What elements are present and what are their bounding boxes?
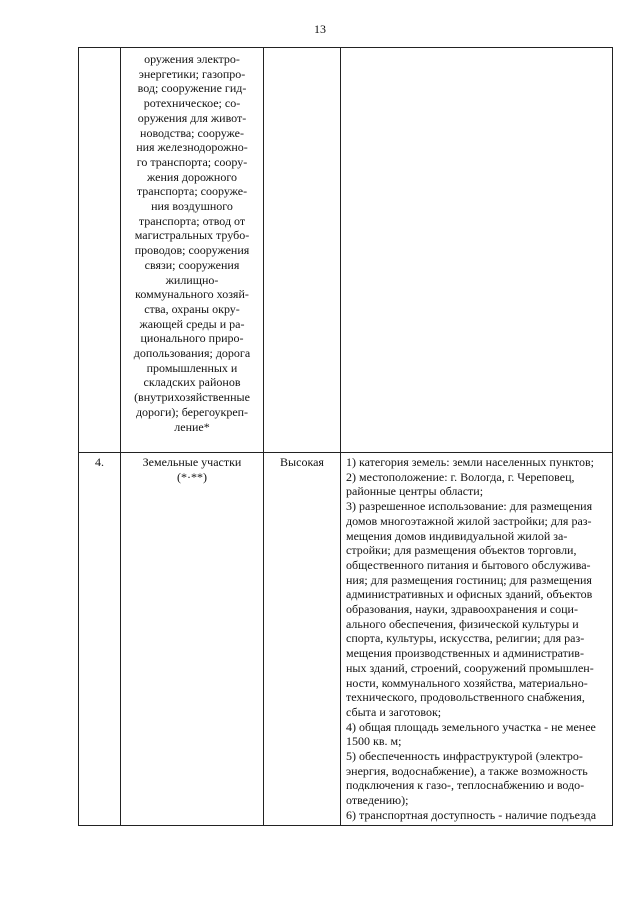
text-line: 5) обеспеченность инфраструктурой (электро-	[346, 749, 583, 764]
text-line: допользования; дорога	[133, 346, 251, 361]
text-line: жающей среды и ра-	[139, 316, 245, 331]
text-line: транспорта; отвод от	[138, 213, 246, 228]
level-cell	[264, 48, 341, 453]
text-line: энергия, водоснабжение), а также возможность	[346, 763, 588, 778]
text-line: ния воздушного	[151, 199, 233, 214]
text-line: проводов; сооружения	[134, 243, 250, 258]
description-cell	[341, 453, 613, 826]
text-line: 1500 кв. м;	[346, 734, 402, 749]
text-line: технического, продовольственного снабжения,	[346, 690, 585, 705]
text-line: связи; сооружения	[144, 257, 240, 272]
text-line: 4) общая площадь земельного участка - не менее	[346, 719, 596, 734]
table-row	[79, 453, 613, 826]
text-line: вод; сооружение гид-	[137, 81, 247, 96]
text-line: ния железнодорожно-	[136, 140, 248, 155]
text-line: сбыта и заготовок;	[346, 704, 442, 719]
text-line: (внутрихозяйственные	[134, 390, 250, 405]
number-cell: 4.	[79, 453, 121, 826]
description-cell	[341, 48, 613, 453]
text-line: оружения электро-	[144, 52, 240, 66]
text-line: общественного питания и бытового обслужива-	[346, 557, 591, 572]
text-line: мещения домов индивидуальной жилой за-	[346, 528, 568, 543]
text-line: промышленных и	[146, 360, 238, 375]
text-line: ства, охраны окру-	[144, 301, 240, 316]
text-line: стройки; для размещения объектов торговли,	[346, 543, 577, 558]
text-line: энергетики; газопро-	[138, 66, 246, 81]
level-cell: Высокая	[264, 453, 341, 826]
text-line: спорта, культуры, искусства, религии; для раз-	[346, 631, 585, 646]
text-line: Земельные участки	[142, 455, 242, 469]
text-line: ности, коммунального хозяйства, материально-	[346, 675, 588, 690]
text-line: ных зданий, строений, сооружений промышлен-	[346, 660, 594, 675]
text-line: го транспорта; соору-	[136, 154, 248, 169]
text-line: ального обеспечения, физической культуры и	[346, 616, 579, 631]
text-line: жения дорожного	[147, 169, 237, 184]
text-line: 1) категория земель: земли населенных пунктов;	[346, 455, 595, 469]
document-table	[78, 47, 613, 826]
text-line: ционального приро-	[140, 331, 244, 346]
text-line: новодства; сооруже-	[140, 125, 244, 140]
text-line: 6) транспортная доступность - наличие подъезда	[346, 807, 597, 822]
text-line: домов многоэтажной жилой застройки; для раз-	[346, 513, 592, 528]
text-line: оружения для живот-	[137, 110, 247, 125]
text-line: ление*	[174, 419, 210, 434]
text-line: (*·**)	[177, 469, 207, 484]
text-line: ротехническое; со-	[143, 96, 241, 111]
object-name-cell	[121, 453, 264, 826]
text-line: районные центры области;	[346, 484, 484, 499]
text-line: образования, науки, здравоохранения и соци-	[346, 602, 578, 617]
number-cell	[79, 48, 121, 453]
text-line: 3) разрешенное использование: для размещения	[346, 499, 593, 514]
text-line: магистральных трубо-	[134, 228, 250, 243]
text-line: ния; для размещения гостиниц; для размещения	[346, 572, 592, 587]
text-line: подключения к газо-, теплоснабжению и водо-	[346, 778, 585, 793]
text-line: 2) местоположение: г. Вологда, г. Череповец,	[346, 469, 575, 484]
text-line: транспорта; сооруже-	[136, 184, 248, 199]
text-line: мещения производственных и административ-	[346, 646, 584, 661]
text-line: коммунального хозяй-	[135, 287, 249, 302]
text-line: административных и офисных зданий, объектов	[346, 587, 593, 602]
table-row	[79, 48, 613, 453]
text-line: жилищно-	[165, 272, 219, 287]
page-number: 13	[314, 22, 326, 36]
text-line: отведению);	[346, 793, 409, 808]
text-line: складских районов	[143, 375, 241, 390]
text-line: дороги); берегоукреп-	[135, 404, 249, 419]
object-name-cell	[121, 48, 264, 453]
